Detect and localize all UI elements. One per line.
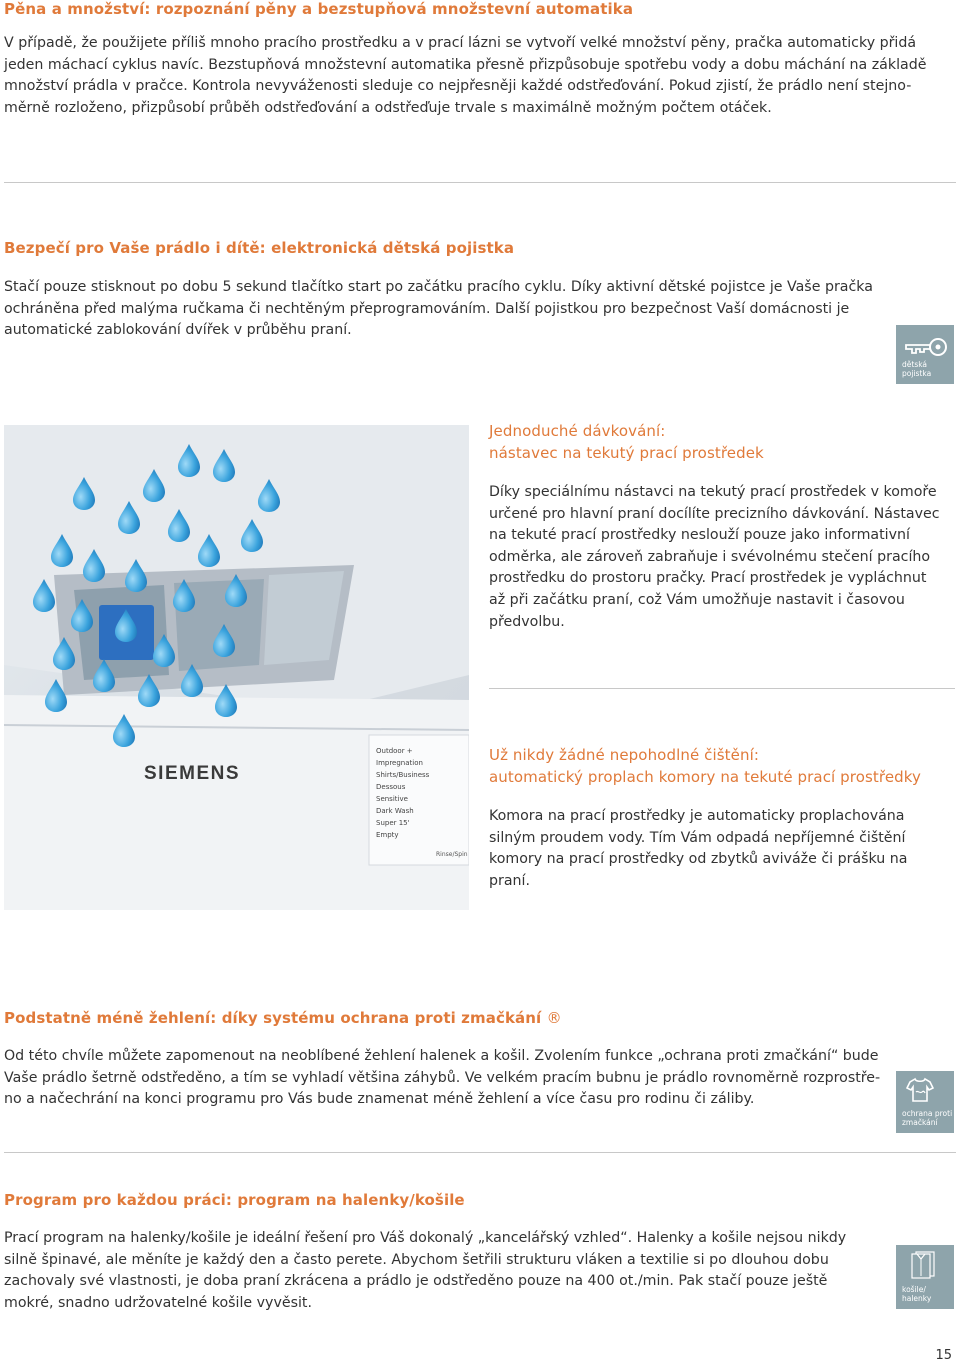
drop (168, 509, 190, 542)
divider (4, 182, 956, 183)
drop (173, 579, 195, 612)
drop (118, 501, 140, 534)
drop (153, 634, 175, 667)
body-line: prostředku do prostoru pračky. Prací prostředek je vypláchnut (489, 570, 927, 587)
drop (138, 674, 160, 707)
body-line: měrně rozloženo, přizpůsobí průběh odstřeďování a odstřeďuje trvale s maximálně možným počtem otáček. (4, 99, 772, 116)
drop (125, 559, 147, 592)
drop (241, 519, 263, 552)
body-line: silně špinavé, ale měníte je každý den a často perete. Abychom šetřili strukturu vláken a textilie si po dlouhou dobu (4, 1251, 829, 1268)
section-anti-crease (4, 1007, 894, 1111)
body-line: Stačí pouze stisknout po dobu 5 sekund tlačítko start po začátku pracího cyklu. Díky aktivní dětské pojistce je Vaše pračka (4, 279, 873, 295)
section-heading: Podstatně méně žehlení: díky systému ochrana proti zmačkání ® (4, 1009, 562, 1027)
rinse-spin-label: Rinse/Spin (436, 851, 468, 858)
section-child-lock (4, 237, 904, 342)
body-line: Díky speciálnímu nástavci na tekutý prací prostředek v komoře (489, 484, 937, 500)
drop (93, 659, 115, 692)
badge-label: zmačkání (902, 1118, 938, 1127)
program-label: Impregnation (376, 759, 423, 767)
brand-logo: SIEMENS (144, 763, 241, 784)
body-line: Od této chvíle můžete zapomenout na neoblíbené žehlení halenek a košil. Zvolením funkce „ochrana proti zmačkání“ bude (4, 1048, 879, 1064)
shirts-icon (904, 1250, 938, 1280)
page-number: 15 (935, 1348, 952, 1363)
program-label: Super 15' (376, 819, 410, 827)
drop (143, 469, 165, 502)
badge-label: ochrana proti (902, 1109, 953, 1118)
drop (33, 579, 55, 612)
divider (4, 1152, 956, 1153)
badge-label: dětská (902, 360, 928, 369)
section-heading: Už nikdy žádné nepohodlné čištění: (489, 746, 760, 764)
body-line: odměrka, ale zároveň zabraňuje i svévolnému stečení pracího (489, 548, 931, 565)
section-shirts (4, 1189, 894, 1314)
section-heading: nástavec na tekutý prací prostředek (489, 444, 764, 462)
registered-mark: ® (546, 1009, 562, 1027)
section-foam (4, 0, 954, 119)
drop (71, 599, 93, 632)
body-line: V případě, že použijete příliš mnoho pracího prostředku a v prací lázni se vytvoří velké množství pěny, pračka automaticky přidá (4, 35, 917, 51)
section-heading: Jednoduché dávkování: (489, 422, 666, 440)
drop (213, 624, 235, 657)
program-label: Dark Wash (376, 807, 414, 815)
badge-label: halenky (902, 1294, 932, 1303)
drop (258, 479, 280, 512)
body-line: ochráněna před malýma ručkama či nechtěným přeprogramováním. Další pojistkou pro bezpečnost Vaší domácnosti je (4, 300, 850, 317)
body-line: na tekuté prací prostředky neslouží pouze jako informativní (489, 527, 910, 544)
section-heading: Bezpečí pro Vaše prádlo i dítě: elektronická dětská pojistka (4, 239, 515, 257)
drop (215, 684, 237, 717)
drop (178, 444, 200, 477)
program-label: Sensitive (376, 795, 408, 803)
badge-label: pojistka (902, 369, 932, 378)
water-drops (4, 425, 469, 910)
drop (181, 664, 203, 697)
anti-crease-feature-badge (896, 1071, 954, 1133)
drop (73, 477, 95, 510)
drop (113, 714, 135, 747)
program-label: Shirts/Business (376, 771, 430, 779)
drop (198, 534, 220, 567)
body-line: silným proudem vody. Tím Vám odpadá nepříjemné čištění (489, 829, 906, 846)
body-line: Prací program na halenky/košile je ideální řešení pro Váš dokonalý „kancelářský vzhled“. Halenky a košile nejsou nikdy (4, 1230, 847, 1246)
body-line: automatické zablokování dvířek v průběhu praní. (4, 322, 352, 339)
section-heading: Pěna a množství: rozpoznání pěny a bezstupňová množstevní automatika (4, 0, 634, 18)
program-label: Outdoor + (376, 747, 413, 755)
drop (225, 574, 247, 607)
body-line: jeden máchací cyklus navíc. Bezstupňová množstevní automatika přesně přizpůsobuje spotřebu vody a dobu máchání na základě (4, 56, 927, 73)
drop (213, 449, 235, 482)
key-icon (902, 335, 948, 359)
body-line: určené pro hlavní praní docílíte precizního dávkování. Nástavec (489, 505, 940, 522)
shirt-icon (906, 1077, 934, 1103)
body-line: Vaše prádlo šetrně odstředěno, a tím se vyhladí většina záhybů. Ve velkém pracím bubnu je prádlo rovnoměrně rozprostře- (4, 1069, 881, 1086)
program-label: Empty (376, 831, 399, 839)
body-line: Komora na prací prostředky je automaticky proplachována (489, 808, 905, 824)
drop (45, 679, 67, 712)
shirts-feature-badge (896, 1245, 954, 1309)
body-line: až při začátku praní, což Vám umožňuje nastavit i časovou (489, 591, 905, 608)
divider (489, 688, 955, 689)
program-label: Dessous (376, 783, 406, 791)
body-line: praní. (489, 872, 530, 889)
body-line: mokré, snadno udržovatelné košile vyvěsit. (4, 1294, 312, 1311)
section-auto-rinse (489, 744, 959, 892)
drop (53, 637, 75, 670)
section-heading: automatický proplach komory na tekuté prací prostředky (489, 768, 922, 786)
body-line: komory na prací prostředky od zbytků aviváže či prášku na (489, 851, 908, 868)
drop (115, 609, 137, 642)
washing-machine-photo (4, 425, 469, 910)
body-line: předvolbu. (489, 613, 565, 630)
body-line: no a načechrání na konci programu pro Vás bude znamenat méně žehlení a více času pro rodinu či záliby. (4, 1091, 755, 1108)
body-line: zachovaly své vlastnosti, je doba praní zkrácena a prádlo je odstředěno pouze na 400 ot./min. Pak stačí pouze ještě (4, 1273, 828, 1290)
section-dosing (489, 420, 959, 633)
body-line: množství prádla v pračce. Kontrola nevyváženosti sleduje co nejpřesněji každé odstřeďování. Pokud zjistí, že prádlo není stejno- (4, 78, 912, 95)
section-heading: Program pro každou práci: program na halenky/košile (4, 1191, 465, 1209)
drop (83, 549, 105, 582)
drop (51, 534, 73, 567)
child-lock-feature-badge (896, 325, 954, 384)
badge-label: košile/ (902, 1285, 926, 1294)
